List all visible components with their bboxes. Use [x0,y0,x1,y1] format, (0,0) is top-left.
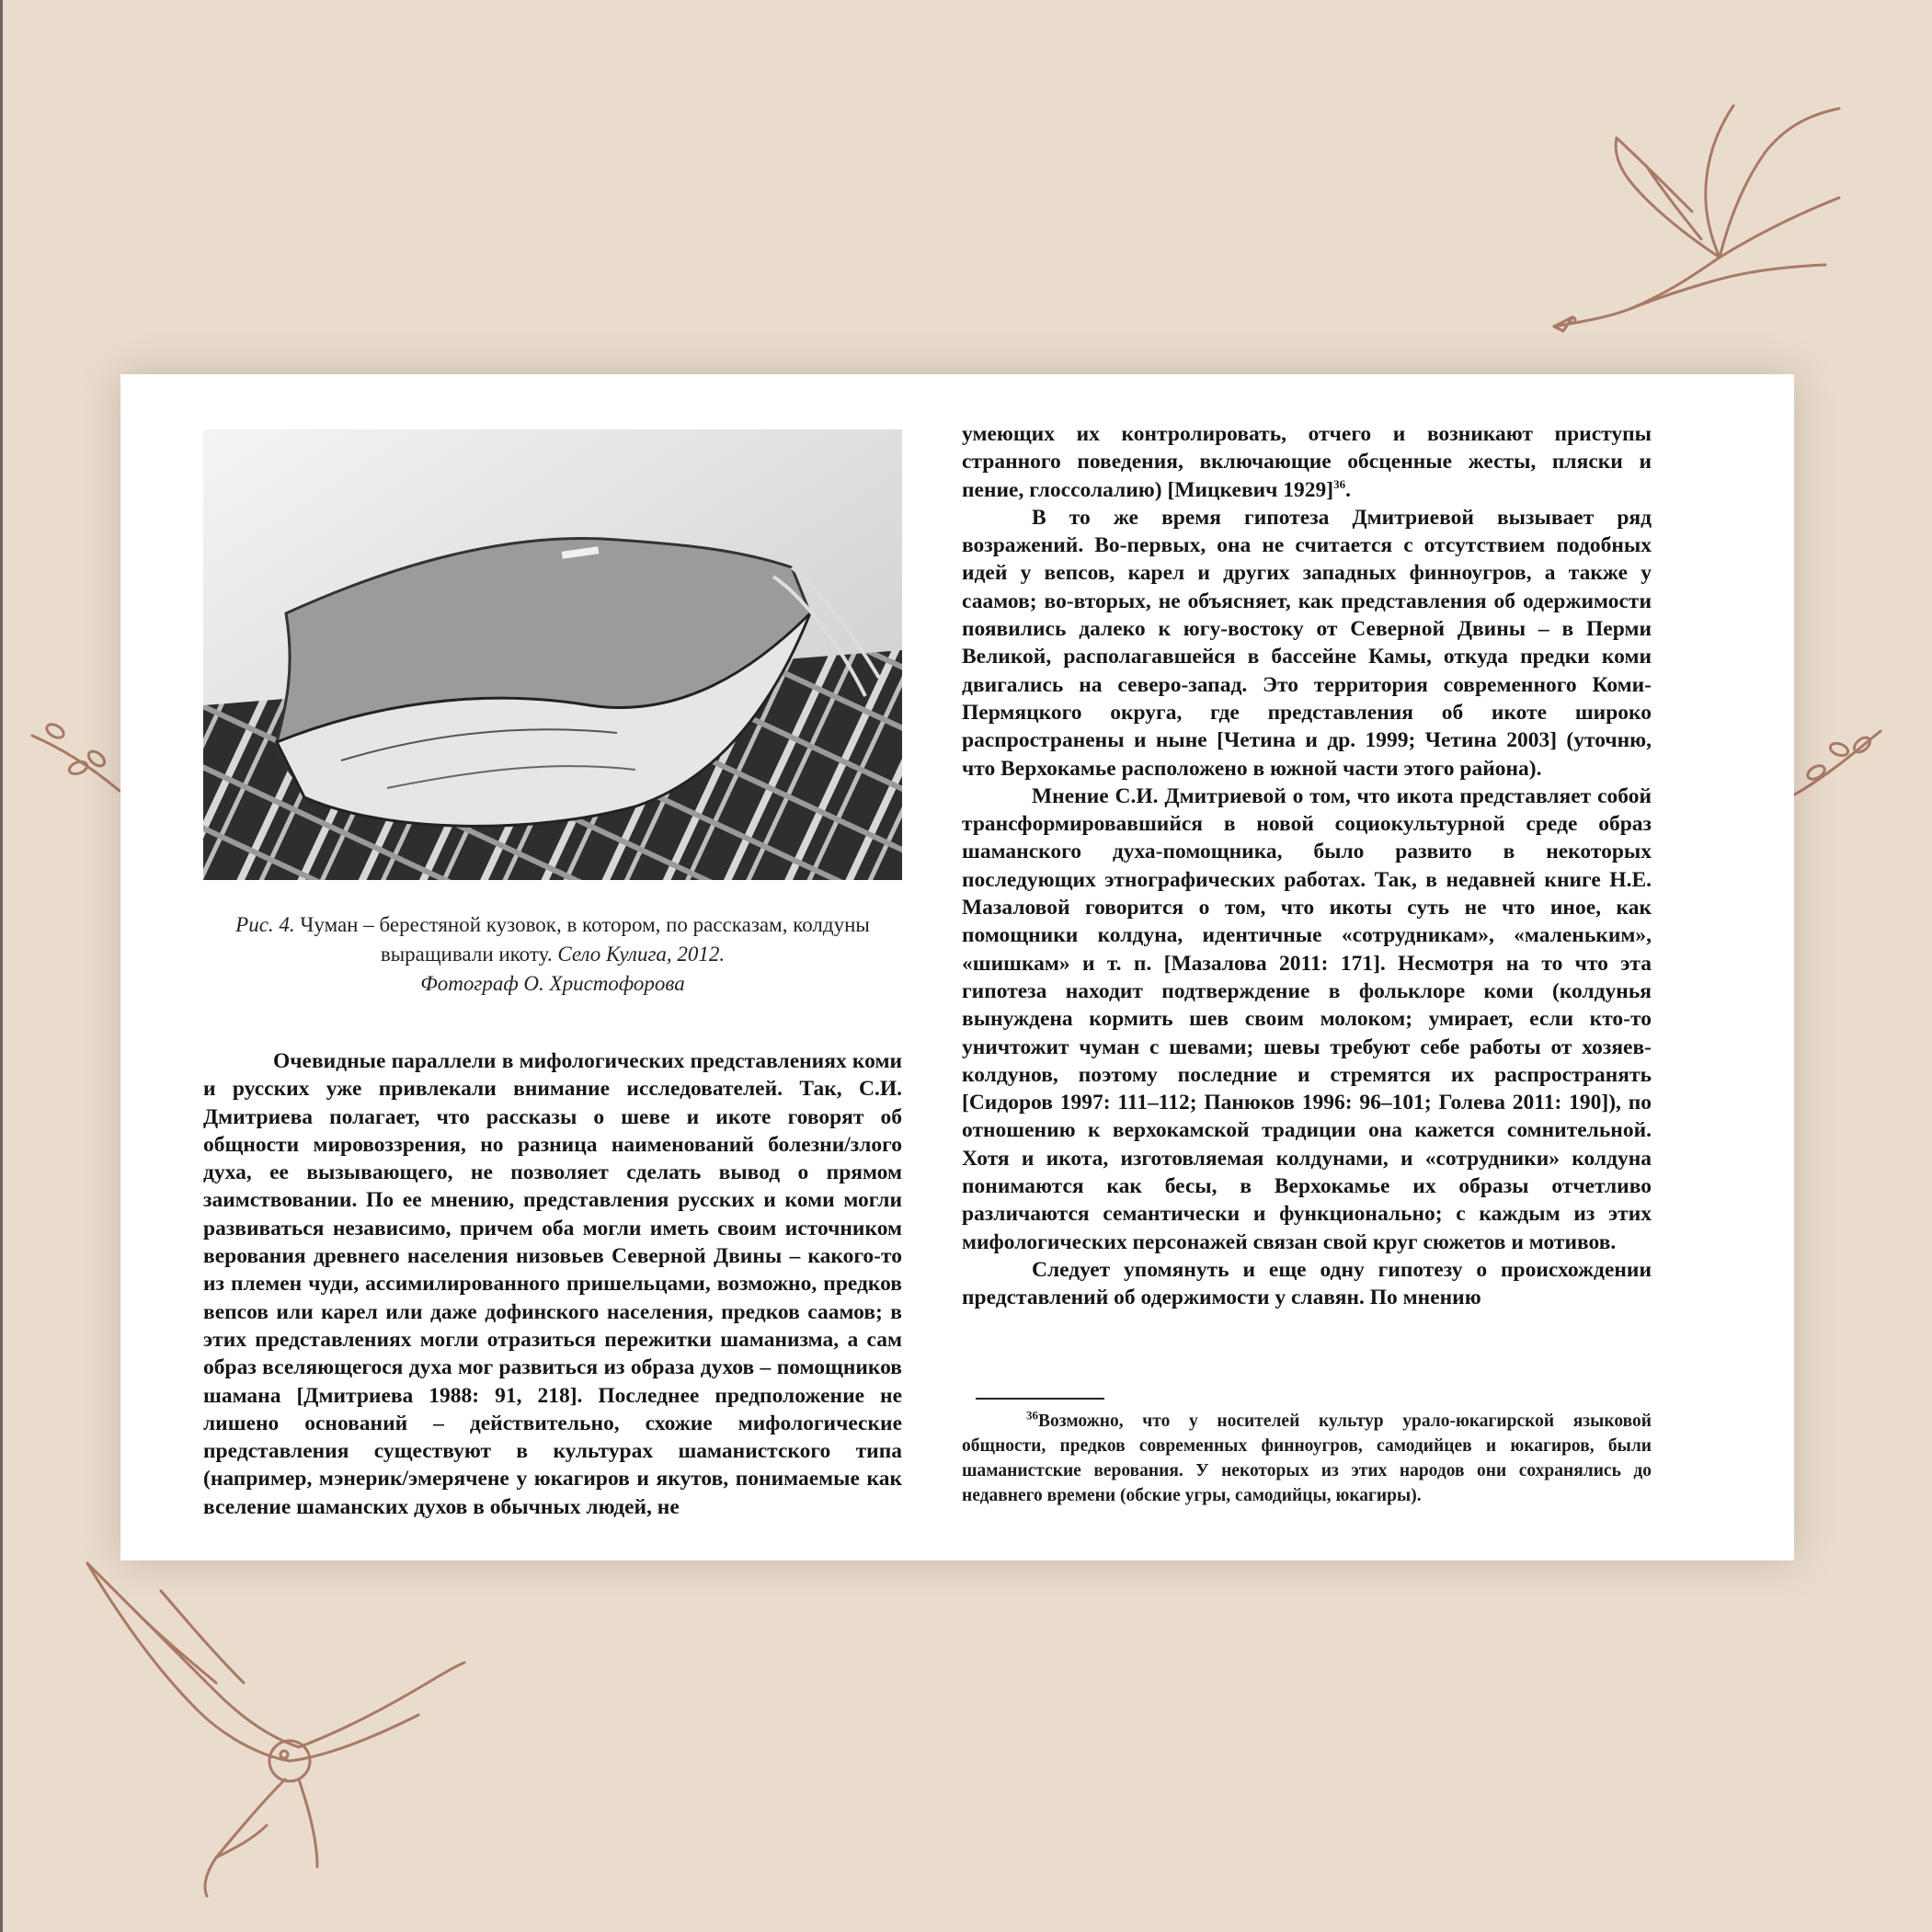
right-paragraph-1 [962,420,1652,504]
right-paragraph-2: В то же время гипотеза Дмитриевой вызывает ряд возражений. Во-первых, она не считается с отсутствием подобных идей у вепсов, карел и других западных финноугров, а также у саамов; во-вторых, не объясняет, как представления об одержимости появились далеко к югу-востоку от Северной Двины – в Перми Великой, располагавшейся в бассейне Камы, откуда предки коми двигались на северо-запад. Это территория современного Коми-Пермяцкого округа, где представления об икоте широко распространены и ныне [Четина и др. 1999; Четина 2003] (уточню, что Верхокамье расположено в южной части этого района). [962,505,1652,781]
right-page-text [962,420,1652,1312]
figure-caption [231,910,875,999]
right-paragraph-1-text: умеющих их контролировать, отчего и возникают приступы странного поведения, включающие обсценные жесты, пляски и пение, глоссолалию) [Мицкевич 1929] [962,422,1652,502]
caption-photographer: Фотограф О. Христофорова [420,972,685,995]
right-paragraph-3: Мнение С.И. Дмитриевой о том, что икота представляет собой трансформировавшийся в новой социокультурной среде образ шаманского духа-помощника, было развито в некоторых последующих этнографических работах. Так, в недавней книге Н.Е. Мазаловой говорится о том, что икоты суть не что иное, как помощники колдуна, идентичные «сотрудникам», «маленьким», «шишкам» и т. п. [Мазалова 2011: 171]. Несмотря на то что эта гипотеза находит подтверждение в фольклоре коми (колдунья вынуждена кормить шев своим молоком; умирает, если кто-то уничтожит чуман с шевами; шевы требуют себе работы от хозяев-колдунов, поэтому последние и стремятся их распространять [Сидоров 1997: 111–112; Панюков 1996: 96–101; Голева 2011: 190]), по отношению к верхокамской традиции она кажется сомнительной. Хотя и икота, изготовляемая колдунами, и «сотрудники» колдуна понимаются как бесы, в Верхокамье их образы отчетливо различаются семантически и функционально; с каждым из этих мифологических персонажей связан свой круг сюжетов и мотивов. [962,783,1652,1254]
footnote-text: Возможно, что у носителей культур урало-юкагирской языковой общности, предков современных финноугров, самодийцев и юкагиров, были шаманистские верования. У некоторых из этих народов они сохранялись до недавнего времени (обские угры, самодийцы, юкагиры). [962,1412,1652,1505]
footnote [962,1409,1652,1508]
footnote-ref: 36 [1333,476,1346,491]
sprig-left-icon [28,717,129,800]
footnote-divider [976,1398,1104,1400]
caption-text: Чуман – берестяной кузовок, в котором, по рассказам, колдуны выращивали икоту. [300,913,870,966]
screen-edge [0,0,3,1932]
left-paragraph: Очевидные параллели в мифологических представлениях коми и русских уже привлекали внимание исследователей. Так, С.И. Дмитриева полагает, что рассказы о шеве и икоте говорят об общности мировоззрения, но разница наименований болезни/злого духа, ее вызывающего, не позволяет сделать вывод о прямом заимствовании. По ее мнению, представления русских и коми могли развиваться независимо, причем оба могли иметь своим источником верования древнего населения низовьев Северной Двины – какого-то из племен чуди, ассимилированного пришельцами, возможно, предков вепсов или карел или даже дофинского населения, предков саамов; в этих представлениях могли отразиться пережитки шаманизма, а сам образ вселяющегося духа мог развиться из образа духов – помощников шамана [Дмитриева 1988: 91, 218]. Последнее предположение не лишено оснований – действительно, схожие мифологические представления существуют в культурах шаманистского типа (например, мэнерик/эмерячене у юкагиров и якутов, понимаемые как вселение шаманских духов в обычных людей, не [203,1049,902,1519]
swallow-top-right-icon [1545,101,1858,340]
sprig-right-icon [1789,722,1890,805]
caption-place: Село Кулига, 2012. [557,943,726,966]
book-spread [120,374,1794,1560]
right-paragraph-1-end: . [1345,477,1351,502]
left-page-text [203,1047,902,1521]
right-paragraph-4: Следует упомянуть и еще одну гипотезу о происхождении представлений об одержимости у славян. По мнению [962,1257,1652,1310]
footnote-number: 36 [1026,1408,1038,1423]
birch-bark-basket-image [203,429,902,880]
figure-photo [203,429,902,880]
caption-label: Рис. 4. [235,913,295,936]
swallow-bottom-left-icon [78,1554,474,1903]
